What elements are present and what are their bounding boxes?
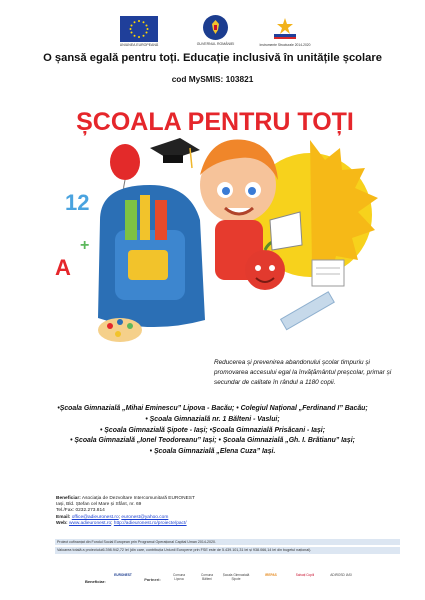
web-link-project[interactable]: http://adieuronest.ro/proiecte/pact/ <box>113 520 187 526</box>
project-summary: Reducerea și prevenirea abandonului școlar timpuriu și promovarea accesului egal la învățământul preșcolar, primar și secundar de calitate în rândul a 1180 copii. <box>214 359 392 386</box>
web-label: Web: <box>56 520 68 526</box>
smis-code: cod MySMIS: 103821 <box>171 74 254 84</box>
structural-instruments-logo <box>270 16 300 42</box>
eu-logo-caption: UNIUNEA EUROPEANĂ <box>119 43 159 47</box>
partners-label: Partneri: <box>144 577 161 582</box>
partner-logo-balteni: Comuna Bălteni <box>200 573 214 581</box>
svg-text:A: A <box>55 255 71 280</box>
government-seal-logo <box>203 15 228 40</box>
backpack <box>98 185 205 327</box>
email-link-office[interactable]: office@adieuronest.ro <box>71 514 119 520</box>
partner-logo-adirosd: ADIROSD IASI <box>330 573 352 577</box>
schools-line: •Școala Gimnazială „Mihai Eminescu” Lipova - Bacău; • Colegiul Național „Ferdinand I” Bacău; <box>57 405 368 412</box>
schools-list <box>0 404 425 458</box>
project-value: Valoarea totală a proiectului6.398.942,72 lei (din care, contribuția Uniunii Europene prin FSE este de 5.439.101,31 lei și 938.066,14 lei din bugetul național). <box>55 547 400 554</box>
inst-logo-caption: Instrumente Structurale 2014-2020 <box>259 43 311 47</box>
partner-logo-salvati-copiii: Salvați Copiii <box>295 573 315 577</box>
email-label: Email: <box>56 514 71 520</box>
eu-flag-logo <box>120 16 158 42</box>
beneficiar-name: Asociația de Dezvoltare Intercomunitară EURONEST <box>81 496 195 501</box>
email-link-yahoo[interactable]: euronest@yahoo.com <box>121 514 169 520</box>
phone-fax: Tel./Fax: 0232.273.814 <box>56 508 105 514</box>
svg-text:12: 12 <box>65 190 90 215</box>
banner-title: ȘCOALA PENTRU TOȚI <box>76 108 354 136</box>
school-illustration <box>40 100 390 350</box>
schools-line: • Școala Gimnazială nr. 1 Bălteni - Vaslui; <box>145 415 280 423</box>
contact-block: Beneficiar: Asociația de Dezvoltare Intercomunitară EURONEST Iași, Bld. Ștefan cel Mare și Sfânt, nr. 69 Tel./Fax: 0232.273.814 Email: office@adieuronest.ro; euronest@yahoo.com Web: www.adieuronest.ro; http://adieuronest.ro/proiecte/pact/ <box>56 496 316 527</box>
paint-palette <box>98 318 142 342</box>
partner-logo-euronest: EURONEST <box>114 573 132 577</box>
svg-text:+: + <box>80 237 90 254</box>
web-link-home[interactable]: www.adieuronest.ro <box>68 520 112 526</box>
schools-line: • Școala Gimnazială Șipote - Iași; •Școala Gimnazială Prisăcani - Iași; <box>99 426 326 434</box>
project-title: O șansă egală pentru toți. Educație inclusivă în unitățile școlare <box>43 52 382 64</box>
notebook <box>312 260 344 286</box>
beneficiar-label: Beneficiar: <box>56 496 81 501</box>
schools-line: • Școala Gimnazială „Elena Cuza” Iași. <box>149 448 276 456</box>
partner-logo-sipote: Școala Gimnazială Șipote <box>222 573 250 581</box>
address: Iași, Bld. Ștefan cel Mare și Sfânt, nr. 69 <box>56 502 142 508</box>
schools-line: • Școala Gimnazială „Ionel Teodoreanu” Iași; • Școala Gimnazială „Gh. I. Brătianu” Iași; <box>70 437 355 445</box>
graduation-cap <box>150 138 200 168</box>
partner-logo-irepas: IREPAS <box>265 573 277 577</box>
gov-logo-caption: GUVERNUL ROMÂNIEI <box>196 42 235 46</box>
partners-beneficiar-label: Beneficiar: <box>85 579 106 584</box>
partner-logo-lipova: Comuna Lipova <box>172 573 186 581</box>
funding-note: Proiect cofinanțat din Fondul Social European prin Programul Operațional Capital Uman 2014-2020. <box>55 539 400 545</box>
